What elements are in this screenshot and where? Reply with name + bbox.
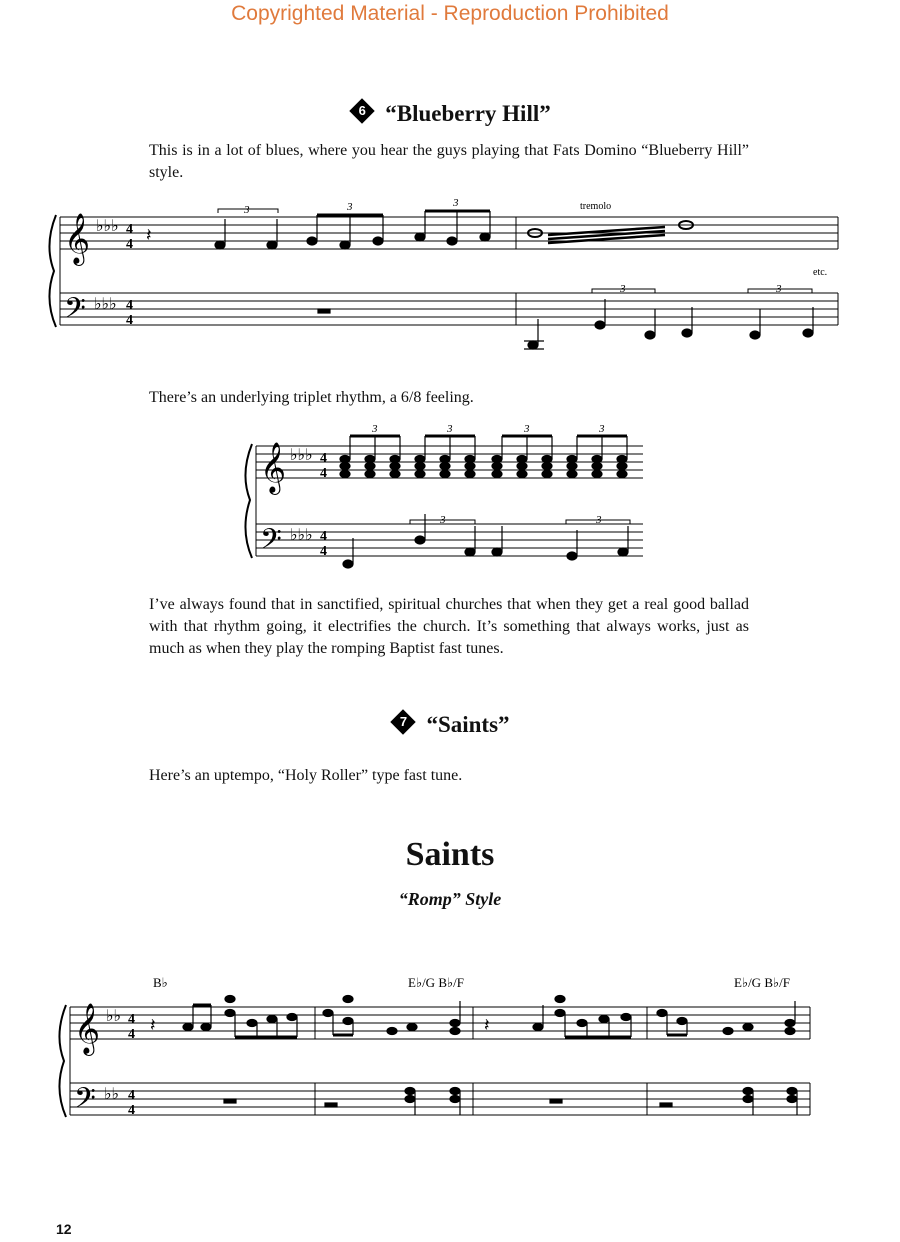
bass-clef-icon: 𝄢 — [64, 294, 86, 331]
treble-clef-icon: 𝄞 — [260, 443, 287, 492]
song-title: Saints — [405, 836, 495, 873]
section-number: 7 — [399, 714, 408, 729]
tuplet-label: 3 — [596, 514, 602, 526]
section-number-badge — [349, 98, 375, 124]
flat-icon: ♭♭ — [106, 1008, 122, 1025]
tuplet-label: 3 — [347, 201, 353, 213]
time-signature-bottom: 4 — [128, 1103, 135, 1118]
tuplet-label: 3 — [244, 204, 250, 216]
quarter-rest-icon: 𝄽 — [150, 1015, 156, 1035]
time-signature-top: 4 — [128, 1012, 135, 1027]
time-signature-top: 4 — [128, 1088, 135, 1103]
tuplet-label: 3 — [776, 283, 782, 295]
quarter-rest-icon: 𝄽 — [484, 1015, 490, 1035]
time-signature-top: 4 — [126, 222, 133, 237]
page-number: 12 — [56, 1221, 72, 1237]
time-signature-top: 4 — [126, 298, 133, 313]
time-signature-bottom: 4 — [126, 313, 133, 328]
flat-icon: ♭♭♭ — [94, 296, 117, 313]
tuplet-label: 3 — [372, 423, 378, 435]
bass-clef-icon: 𝄢 — [260, 525, 282, 562]
quarter-rest-icon: 𝄽 — [146, 225, 152, 245]
tuplet-label: 3 — [524, 423, 530, 435]
flat-icon: ♭♭♭ — [290, 447, 313, 464]
chord-symbol: E♭/G B♭/F — [734, 975, 790, 990]
tuplet-label: 3 — [620, 283, 626, 295]
music-score-saints — [0, 965, 900, 1130]
tuplet-label: 3 — [447, 423, 453, 435]
song-subtitle: “Romp” Style — [398, 889, 502, 909]
section-number: 6 — [358, 103, 366, 118]
time-signature-bottom: 4 — [126, 237, 133, 252]
time-signature-bottom: 4 — [320, 544, 327, 559]
time-signature-bottom: 4 — [128, 1027, 135, 1042]
time-signature-top: 4 — [320, 451, 327, 466]
chord-symbol: B♭ — [153, 975, 168, 990]
paragraph-triplet: There’s an underlying triplet rhythm, a 6/8 feeling. — [149, 389, 474, 406]
tremolo-marking: tremolo — [580, 201, 612, 212]
etc-marking: etc. — [813, 267, 828, 278]
paragraph-saints-intro: Here’s an uptempo, “Holy Roller” type fast tune. — [149, 767, 463, 784]
flat-icon: ♭♭ — [104, 1086, 120, 1103]
chord-symbol: E♭/G B♭/F — [408, 975, 464, 990]
flat-icon: ♭♭♭ — [290, 527, 313, 544]
treble-clef-icon: 𝄞 — [64, 214, 91, 263]
section-number-badge — [390, 709, 416, 735]
tuplet-label: 3 — [599, 423, 605, 435]
music-score-blueberry-hill — [0, 195, 900, 365]
paragraph-sanctified: I’ve always found that in sanctified, spiritual churches that when they get a real good ballad with that rhythm going, it electrifies the church. It’s something that always works, just as much as when they play the romping Baptist fast tunes. — [149, 596, 749, 657]
tuplet-label: 3 — [453, 197, 459, 209]
time-signature-top: 4 — [320, 529, 327, 544]
section-title: “Blueberry Hill” — [385, 101, 551, 126]
time-signature-bottom: 4 — [320, 466, 327, 481]
paragraph-blueberry-intro: This is in a lot of blues, where you hear the guys playing that Fats Domino “Blueberry Hill” style. — [149, 142, 749, 181]
music-score-triplet-rhythm — [0, 418, 900, 578]
bass-clef-icon: 𝄢 — [74, 1084, 96, 1121]
copyright-watermark: Copyrighted Material - Reproduction Prohibited — [231, 2, 669, 25]
section-title: “Saints” — [426, 712, 510, 737]
tuplet-label: 3 — [440, 514, 446, 526]
section-heading-saints — [0, 709, 900, 738]
section-heading-blueberry-hill — [0, 98, 900, 127]
treble-clef-icon: 𝄞 — [74, 1004, 101, 1053]
flat-icon: ♭♭♭ — [96, 218, 119, 235]
